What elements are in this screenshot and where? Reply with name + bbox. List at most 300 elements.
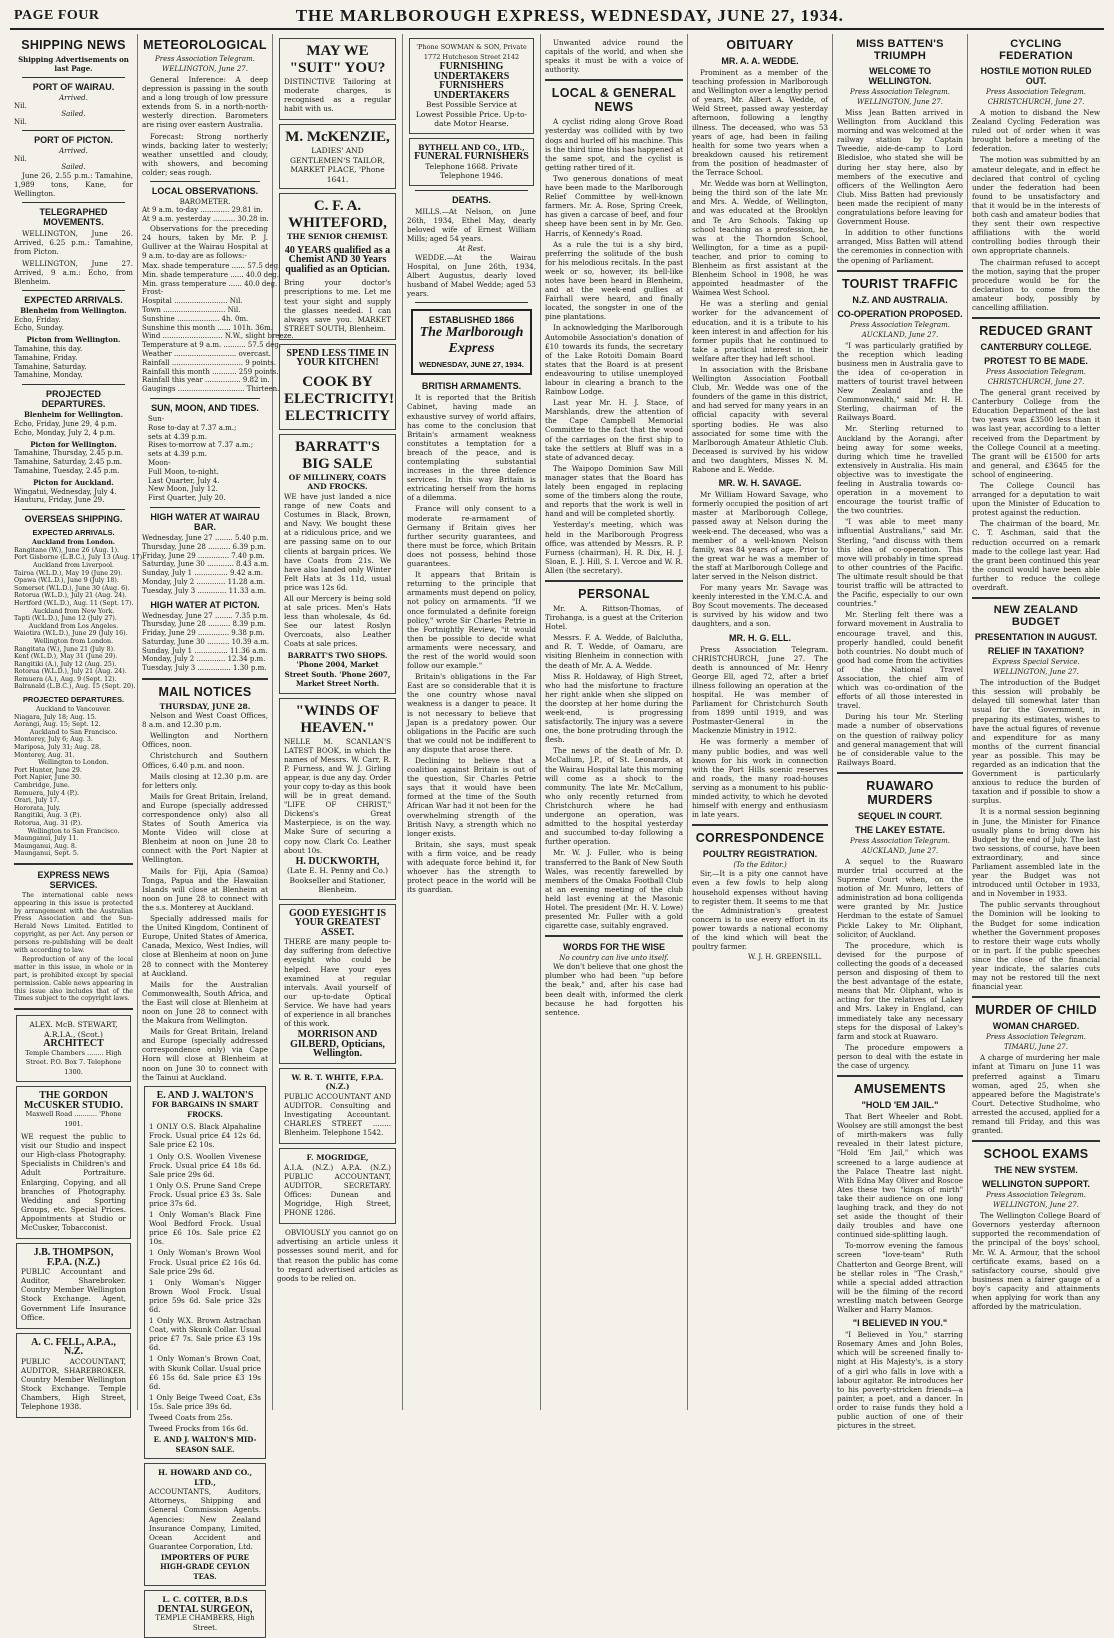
- ad-text: ACCOUNTANTS, Auditors, Attorneys, Shipping and General Commission Agents. Agencies: New Zealand Insurance Company, Limited, Ocean Accident and Guarantee Corporation, Ltd.: [149, 1487, 261, 1551]
- letter-signature: W. J. H. GREENSILL.: [748, 953, 822, 962]
- list-item: Orari, July 17.: [14, 797, 60, 805]
- local-general-heading: LOCAL & GENERAL NEWS: [551, 86, 677, 115]
- projected-heading: PROJECTED DEPARTURES.: [41, 389, 106, 410]
- wairau-heading: PORT OF WAIRAU.: [32, 82, 115, 92]
- list-item: Tapti (W.L.D.), June 12 (July 27).: [14, 615, 117, 623]
- paragraph: Mails for Fiji, Apia (Samoa) Tonga, Papua and the Hawaiian Islands will close at Blenheim at noon on June 28 to connect with the s.s. Monterey at Auckland.: [142, 866, 268, 912]
- list-item: Auckland to Vancouver.: [36, 706, 111, 714]
- list-item: Monday, July 2 ............. 11.28 a.m.: [142, 577, 266, 586]
- paragraph: Forecast: Strong northerly winds, backing later to westerly; weather unsettled and cloudy, with showers, and becoming colder; seas rough.: [142, 131, 268, 177]
- source-line: Press Association Telegram.: [986, 368, 1086, 377]
- tourist-subtitle: N.Z. AND AUSTRALIA.: [852, 294, 948, 305]
- list-item: Sunday, July 1 ............... 9.42 a.m.: [142, 569, 264, 578]
- paragraph: Miss R. Holdaway, of High Street, who had the misfortune to fracture her right ankle when she slipped on the doorstep at her home during the week-end, is progressing satisfactorily. The injury was a severe one, the bone protruding through the flesh.: [545, 671, 683, 745]
- paragraph: The public servants throughout the Dominion will be looking to the Budget for some indication whether the Government proposes to restore their wage cuts wholly or in part. If the public speeches since the close of the financial year indicate, the salaries cuts may not be restored till the next financial year.: [972, 900, 1100, 992]
- paragraph: The motion was submitted by an amateur delegate, and in effect he declared that control of cycling under the federation had been found to be unsatisfactory and that it would be in the interests of both cash and amateur bodies that they sent their own respective affiliations with the world controlling bodies through their own appropriate channels.: [972, 155, 1100, 256]
- list-item: Hospital ........................ Nil.: [142, 297, 243, 306]
- paragraph: Nelson and West Coast Offices, 8 a.m. and 12.30 p.m.: [142, 711, 268, 730]
- ad-text: Bring your doctor's prescriptions to me. Let me test your sight and supply the glasses needed. I can always save you. MARKET STREET SOUTH, Blenheim.: [284, 278, 391, 333]
- howard-ad: [144, 1463, 266, 1586]
- ad-subtitle: OF MILLINERY, COATS AND FROCKS.: [288, 472, 387, 492]
- ad-text: PUBLIC ACCOUNTANT AND AUDITOR. Consulting and Investigating Accountant. CHARLES STREET ........ Blenheim. Telephone 1542.: [284, 1091, 391, 1138]
- list-item: Auckland from Liverpool.: [32, 561, 115, 569]
- paragraph: "I was particularly gratified by the reception which leading business men in Australia gave to the idea of co-operation in matters of tourist travel between New Zealand and the Commonwealth," said Mr. H. H. Sterling, chairman of the Railways Board.: [837, 340, 963, 423]
- ad-address: Maxwell Road ........... 'Phone 1901.: [25, 1110, 122, 1128]
- deaths-heading: DEATHS.: [452, 194, 491, 205]
- local-observations-heading: LOCAL OBSERVATIONS.: [151, 186, 259, 197]
- list-item: Rotorua (W.L.D.), July 21 (Aug. 24).: [14, 668, 127, 676]
- budget-subtitle: PRESENTATION IN AUGUST.: [974, 632, 1098, 643]
- ad-address: (Late E. H. Penny and Co.) Bookseller and Stationer, Blenheim.: [286, 866, 389, 895]
- wairau-sailed-value: Nil.: [14, 118, 27, 126]
- source-line: Press Association Telegram.: [850, 836, 950, 845]
- death-notice: MILLS.—At Nelson, on June 26th, 1934, Ethel May, dearly beloved wife of Ernest William Mills; aged 54 years.: [407, 206, 536, 243]
- armaments-heading: BRITISH ARMAMENTS.: [421, 381, 522, 392]
- list-item: Rainfall this year ................ 9.82 in.: [142, 376, 270, 385]
- list-item: Echo, Friday.: [14, 315, 61, 324]
- ad-name: BARRATT'S BIG SALE: [295, 438, 380, 472]
- ad-text: Telephone 1668. Private Telephone 1946.: [425, 161, 518, 180]
- picton-arrived-value: Nil.: [14, 155, 27, 163]
- paragraph: Mails for Great Britain, Ireland, and Europe (specially addressed correspondence only) also all States of South America via Monte Video will close at Blenheim at noon on June 28 to connect with the Port Napier at Wellington.: [142, 791, 268, 865]
- paragraph: It is reported that the British Cabinet, having made an exhaustive survey of world affairs, has come to the conclusion that Britain's armament weakness constitutes a temptation for a breach of the peace, and is contemplating substantial increases in the three defence services. In this way Britain is extricating herself from the horns of a dilemma.: [407, 393, 536, 503]
- mail-date: THURSDAY, JUNE 28.: [159, 702, 251, 712]
- rest-line: At Rest.: [457, 244, 486, 253]
- list-item: Rainfall ................................ 9 points.: [142, 358, 276, 367]
- correspondence-subtitle: POULTRY REGISTRATION.: [702, 849, 818, 860]
- ad-subtitle: FOR BARGAINS IN SMART FROCKS.: [151, 1100, 259, 1119]
- list-item: Tamahine, Monday.: [14, 371, 83, 380]
- ruawaro-subtitle: SEQUEL IN COURT.: [857, 810, 943, 821]
- grant-subtitle: PROTEST TO BE MADE.: [984, 356, 1088, 367]
- list-item: Kent (W.L.D.), May 31 (June 29).: [14, 653, 118, 661]
- personal-heading: PERSONAL: [578, 586, 650, 601]
- ad-name: W. R. T. WHITE, F.P.A. (N.Z.): [291, 1072, 384, 1092]
- editorial-masthead: [411, 309, 532, 375]
- paragraph: He was formerly a member of many public bodies, and was well known for his work in connection with the Port Hills scenic reserves and roads, the many road-houses serving as a monument to his public-minded activity, to which he devoted himself with energy and enthusiasm in late years.: [692, 737, 828, 820]
- list-item: Cambridge, June.: [14, 782, 70, 789]
- cycling-heading: CYCLING FEDERATION: [999, 38, 1073, 62]
- list-item: Hertford (W.L.D.), Aug. 11 (Sept. 17).: [14, 599, 134, 607]
- dateline: WELLINGTON, June 27.: [993, 1201, 1079, 1210]
- picton-sailed-value: June 26, 2.55 p.m.: Tamahine, 1,989 tons, Kane, for Wellington.: [14, 171, 133, 199]
- dateline: WELLINGTON, June 27.: [162, 65, 248, 73]
- list-item: Auckland from New York.: [32, 607, 115, 615]
- ad-header: 'Phone SOWMAN & SON, Private 1772 Hutcheson Street 2142: [416, 43, 527, 61]
- paragraph: Mr. Sterling felt there was a forward movement in Australia to encourage travel, and this, properly handled, could benefit both countries. No doubt much of good had come from the activities of the National Travel Association, the chief aim of which was co-ordination of the efforts of all those interested in travel.: [837, 610, 963, 711]
- paragraph: Mr. A. Rittson-Thomas, of Tirohanga, is a guest at the Criterion Hotel.: [545, 603, 683, 632]
- barratt-ad: [279, 434, 396, 694]
- list-item: Full Moon, to-night.: [148, 467, 219, 476]
- paragraph: Britain, she says, must speak with a firm voice, and be ready with adequate force behind it, for whoever has the strength to protect peace in the world will be its guardian.: [407, 839, 536, 895]
- list-item: Thursday, June 28 .......... 8.39 p.m.: [142, 620, 266, 629]
- projected-group-title: Blenheim for Wellington.: [23, 410, 124, 420]
- ad-name: MORRISON AND GILBERD, Opticians, Wellington.: [290, 1029, 385, 1060]
- list-item: Port Gisborne (L.B.C.), July 13 (Aug. 17).: [14, 554, 145, 562]
- overseas-departures-heading: PROJECTED DEPARTURES.: [22, 695, 125, 705]
- telegraphed-heading: TELEGRAPHED MOVEMENTS.: [39, 207, 108, 228]
- dateline: CHRISTCHURCH, June 27.: [987, 98, 1085, 106]
- ad-name: H. HOWARD AND CO., LTD.,: [157, 1468, 253, 1487]
- picton-tides-heading: HIGH WATER AT PICTON.: [150, 599, 260, 610]
- list-item: 1 Only Woman's Nigger Brown Wool Frock. Usual price 59s 6d. Sale price 32s 6d.: [149, 1277, 261, 1315]
- paragraph: Miss Jean Batten arrived in Wellington from Auckland this morning and was welcomed at the railway station by Captain Tweedie, aide-de-camp to Lord Bledisloe, who stated she will be during her stay here, also by members of the executive and officers of the Wellington Aero Club. Miss Batten had previously been made the recipient of many congratulations before leaving for Government House.: [837, 108, 963, 227]
- batten-subtitle: WELCOME TO WELLINGTON.: [868, 66, 932, 86]
- list-item: Tweed Coats from 25s.: [149, 1413, 233, 1423]
- overseas-group-title: Auckland from London.: [32, 539, 115, 547]
- ad-text: All our Mercery is being sold at sale prices. Men's Hats less than wholesale, 4s 6d. See our latest Roslyn Overcoats, also Leather Coats at sale prices.: [284, 593, 391, 649]
- ad-text: LADIES' AND GENTLEMEN'S TAILOR, MARKET PLACE, 'Phone 1641.: [290, 146, 385, 184]
- list-item: Maunganui, Sept. 5.: [14, 850, 79, 858]
- list-item: Rotorua (W.L.D.), July 21 (Aug. 24).: [14, 592, 127, 600]
- ad-name: BYTHELL AND CO., LTD.,: [418, 142, 525, 152]
- paragraph: Wellington and Northern Offices, noon.: [142, 731, 268, 750]
- paragraph: A motion to disband the New Zealand Cycling Federation was ruled out of order when it was brought before a meeting of the federation.: [972, 108, 1100, 154]
- paragraph: Observations for the preceding 24 hours, taken by Mr. P. J. Gulliver at the Wairau Hospital at 9 a.m. to-day are as follows:-: [142, 223, 268, 260]
- tourist-heading: TOURIST TRAFFIC: [841, 276, 959, 291]
- tourist-subtitle: CO-OPERATION PROPOSED.: [837, 308, 963, 319]
- paragraph: France will only consent to a moderate re-armament of Germany if Britain gives her further security guarantees, and there must be force, which Britain does not possess, behind those guarantees.: [407, 504, 536, 569]
- eyesight-ad: [279, 904, 396, 1064]
- obituary-name: MR. A. A. WEDDE.: [721, 56, 799, 66]
- list-item: Monday, July 2 ............. 12.34 p.m.: [142, 655, 266, 664]
- murder-heading: MURDER OF CHILD: [975, 1003, 1097, 1018]
- list-item: 1 Only Woman's Brown Coat, with Skunk Collar. Usual price £6 15s 6d. Sale price £3 19s 6d.: [149, 1354, 261, 1391]
- paragraph: Mr William Howard Savage, who formerly occupied the position of art master at Marlborough College, passed away at Nelson during the week-end. The deceased, who was a member of a well-known Nelson family, was 84 years of age. Prior to the great war he was a member of the staff at Marlborough College and later served in the Nelson district.: [692, 490, 828, 581]
- correspondence-heading: CORRESPONDENCE: [695, 831, 825, 846]
- column-obituary: [688, 34, 833, 1410]
- paragraph: To-morrow evening the famous screen "love-team" Ruth Chatterton and George Brent, will be stellar roles in "The Crash," while a special added attraction will be the filming of the record wrestling match between George Walker and Harry Mamos.: [837, 1241, 963, 1315]
- expected-group-title: Picton from Wellington.: [26, 335, 121, 345]
- ad-text: Best Possible Service at Lowest Possible Price. Up-to-date Motor Hearse.: [415, 100, 528, 128]
- paragraph: Sir,—It is a pity one cannot have even a few fowls to help along household expenses without having to register them. It seems to me that the Administration's greatest concern is to use every effort in its power towards a national economy of the kind which will beat the poultry farmer.: [692, 869, 828, 952]
- paragraph: The news of the death of Mr. D. McCallum, J.P., of St. Leonards, at the Wairau Hospital late this morning will come as a shock to the community. The late Mr. McCallum, who only recently returned from Christchurch where he had undergone an operation, was admitted to the hospital yesterday and succumbed to-day following a further operation.: [545, 746, 683, 847]
- list-item: sets at 4.39 p.m.: [148, 450, 207, 459]
- list-item: Sun-: [148, 414, 165, 423]
- paragraph: He was a sterling and genial worker for the advancement of education, and it is a tribute to his keen interest in and affection for his former pupils that he continued to take a practical interest in their welfare after they had left school.: [692, 299, 828, 363]
- list-item: 1 Only Beige Tweed Coat, £3s 15s. Sale price 39s 6d.: [149, 1392, 261, 1411]
- paragraph: Mr. Wedde was born at Wellington, being the third son of the late Mr. and Mrs. A. Wedde, of Wellington, and was educated at the Brooklyn and Te Aro Schools. Taking up school teaching as a profession, he was at the Thorndon School, Wellington, for a time as a pupil-teacher, and prior to coming to Blenheim as first assistant at the Blenheim School in 1908, he was appointed headmaster of the Waimea West School.: [692, 179, 828, 298]
- paragraph: In addition to other functions arranged, Miss Batten will attend the ceremonies in connection with the opening of Parliament.: [837, 228, 963, 265]
- masthead: [10, 4, 1104, 30]
- bythell-ad: [409, 138, 534, 186]
- budget-subtitle: RELIEF IN TAXATION?: [987, 646, 1085, 657]
- paragraph: Press Association Telegram. CHRISTCHURCH, June 27. The death is announced of Mr. Henry George Ell, aged 72, after a brief illness following an operation at the hospital. He was member of Parliament for Christchurch South from 1899 until 1919, and was Postmaster-General in the Mackenzie Ministry in 1912.: [692, 644, 828, 736]
- words-wise-subtitle: No country can live unto itself.: [559, 954, 669, 963]
- paragraph: The introduction of the Budget this session will probably be delayed till somewhat later than usual for the Government, in preparing its estimates, wishes to have the actual figures of revenue and expenditure for as many months of the current financial year as possible. This may be regarded as an indication that the Government is particularly anxious to reduce the burden of taxation and if possible to show a surplus.: [972, 678, 1100, 806]
- ad-headline: GOOD EYESIGHT IS YOUR GREATEST ASSET.: [288, 907, 387, 938]
- ad-name: THE GORDON McCUSKER STUDIO.: [24, 1090, 123, 1111]
- to-editor-line: (To the Editor.): [733, 861, 787, 870]
- paragraph: That Bert Wheeler and Robt. Woolsey are still amongst the best of mirth-makers was fully revealed in their latest picture, "Hold 'Em Jail," which was screened to a large audience at the Palace Theatre last night. With Edna May Oliver and Roscoe Ates these two "kings of mirth" take their audience on one long laughing track, and they do not set aside the thought of their daily troubles and have one continued side-splitting laugh.: [837, 1112, 963, 1240]
- paragraph: Specially addressed mails for the United Kingdom, Continent of Europe, United States of America, Canada, Mexico, West Indies, will close at Blenheim at noon on June 28 to connect with the Monterey at Auckland.: [142, 914, 268, 978]
- suit-ad: [279, 38, 396, 120]
- ad-subtitle: THE SENIOR CHEMIST.: [286, 232, 389, 242]
- list-item: Saturday, June 30 .......... 10.39 a.m.: [142, 637, 270, 646]
- ruawaro-heading: RUAWARO MURDERS: [866, 778, 934, 807]
- ad-footer: E. AND J. WALTON'S MID-SEASON SALE.: [153, 1435, 257, 1454]
- whiteford-ad: [279, 193, 396, 340]
- barometer-heading: BAROMETER.: [179, 198, 231, 207]
- obituary-heading: OBITUARY: [726, 38, 794, 52]
- paragraph: A charge of murdering her male infant at Timaru on June 11 was preferred against a Timaru woman, aged 25, when she appeared before the Magistrate's Court. Detective Studholme, who arrested the accused, applied for a remand till Friday, and this was granted.: [972, 1053, 1100, 1136]
- paragraph: A sequel to the Ruawaro murder trial occurred at the Supreme Court when, on the motion of Mr. Munro, letters of administration ad bona colligenda were granted by Mr. Justice Herdman to the estate of Samuel Pickle Lakey to Mr. Oliphant, solicitor, of Auckland.: [837, 856, 963, 939]
- column-editorial: [403, 34, 541, 1410]
- list-item: Maunganui, Aug. 8.: [14, 842, 77, 850]
- paragraph: The procedure empowers a person to deal with the estate in the case of urgency.: [837, 1042, 963, 1070]
- winds-ad: [279, 698, 396, 900]
- list-item: Friday, June 29 .............. 9.38 p.m.: [142, 629, 265, 638]
- death-notice: WEDDE.—At the Wairau Hospital, on June 26th, 1934, Albert Augustus, dearly loved husband of Mabel Wedde; aged 53 years.: [407, 252, 536, 299]
- list-item: Wingatui, Wednesday, July 4.: [14, 487, 117, 496]
- source-line: Press Association Telegram.: [986, 1191, 1086, 1200]
- ad-headline: SPEND LESS TIME IN YOUR KITCHEN!: [286, 347, 389, 369]
- projected-group-title: Picton for Wellington.: [30, 439, 117, 449]
- page-number: PAGE FOUR: [14, 8, 100, 23]
- list-item: sets at 4.39 p.m.: [148, 432, 207, 441]
- list-item: 1 Only W.X. Brown Astrachan Coat, with Skunk Collar. Usual price £7 7s. Sale price £3 19s 6d.: [149, 1316, 261, 1353]
- dateline: AUCKLAND, June 27.: [861, 330, 939, 339]
- list-item: Mariposa, July 31; Aug. 28.: [14, 744, 101, 752]
- cotter-ad: [144, 1590, 266, 1638]
- list-item: 1 Only O.S. Prune Sand Crepe Frock. Usual price £3 3s. Sale price 37s 6d.: [149, 1180, 261, 1208]
- budget-heading: NEW ZEALAND BUDGET: [993, 604, 1079, 629]
- mail-notices-heading: MAIL NOTICES: [158, 685, 252, 700]
- list-item: Tuesday, July 3 ............... 1.30 p.m.: [142, 664, 267, 673]
- source-line: Press Association Telegram.: [986, 1033, 1086, 1042]
- source-line: Press Association Telegram.: [850, 88, 950, 96]
- list-item: First Quarter, July 20.: [148, 494, 226, 503]
- list-item: 1 Only Woman's Brown Wool Frock. Usual price £2 16s 6d. Sale price 29s 6d.: [149, 1248, 261, 1276]
- expected-heading: EXPECTED ARRIVALS.: [24, 294, 123, 305]
- paragraph: In association with the Brisbane Wellington Association Football Club, Mr. Wedde was one of the founders of the game in this district, and had served for many years in an official capacity with several sporting bodies. He was also associated for some time with the Marlborough Amateur Athletic Club. Deceased is survived by his widow and two daughters, Misses N. M. Rabone and E. Wedde.: [692, 365, 828, 475]
- paragraph: The procedure, which is devised for the purpose of collecting the goods of a deceased person and disposing of them to the best advantage of the estate, means that Mr. Oliphant, who is acting for the relatives of Lakey and Mrs. Lakey in England, can immediately take any necessary steps for the disposal of Lakey's farm and stock at Ruawaro.: [837, 940, 963, 1041]
- list-item: 1 Only O.S. Woollen Vivenese Frock. Usual price £4 18s 6d. Sale price 29s 6d.: [149, 1151, 261, 1179]
- sowman-ad: [409, 38, 534, 134]
- list-item: Tamahine, Tuesday, 2.45 p.m.: [14, 467, 120, 475]
- list-item: Thursday, June 28 .......... 6.39 p.m.: [142, 542, 266, 551]
- ad-headline: FURNISHING UNDERTAKERS FURNISHERS UNDERTAKERS: [433, 61, 510, 101]
- source-line: Press Association Telegram.: [850, 320, 950, 329]
- list-item: Tamahine, Saturday, 2.45 p.m.: [14, 458, 123, 467]
- ad-address: TEMPLE CHAMBERS, High Street.: [155, 1614, 255, 1632]
- list-item: Remuera (A.), Aug. 9 (Sept. 12).: [14, 675, 117, 683]
- paragraph: Yesterday's meeting, which was held in the Marlborough Progress office, was attended by Messrs. R. P. Furness (chairman), H. R. Dix, H. J. Sloan, E. J. Hill, S. I. Vercoe and W. R. Allen (the secretary).: [545, 520, 683, 575]
- walton-ad: [144, 1086, 266, 1460]
- paragraph: Christchurch and Southern Offices, 6.40 p.m. and noon.: [142, 751, 268, 770]
- source-line: Express Special Service.: [992, 658, 1080, 667]
- ad-role: DENTAL SURGEON,: [157, 1603, 253, 1615]
- paragraph: As a rule the tui is a shy bird, preferring the solitude of the bush for his melodious recitals. In the past week or so, however, its bell-like notes have been heard in Blenheim, and at the week-end gullies at Fairhall were heard, and finally located, the songster in one of the pine plantations.: [545, 239, 683, 322]
- list-item: Tweed Frocks from 16s 6d.: [149, 1424, 249, 1434]
- column-cycling: [968, 34, 1104, 1410]
- list-item: Rose to-day at 7.37 a.m.;: [148, 423, 237, 432]
- wairau-arrived-value: Nil.: [14, 102, 27, 110]
- list-item: Maunganui, July 11.: [14, 835, 79, 843]
- school-exams-subtitle: THE NEW SYSTEM.: [994, 1165, 1078, 1176]
- ad-name: A. C. FELL, A.P.A., N.Z.: [31, 1336, 116, 1358]
- paragraph: Mr. W. J. Fuller, who is being transferred to the Bank of New South Wales, was recently farewelled by members of the Omaka Football Club at an evening meeting of the club held last evening at the Masonic Hotel. The president (Mr. H. V. Lowe) presented Mr. Fuller with a gold cigarette case, suitably engraved.: [545, 848, 683, 931]
- ad-headline: MAY WE "SUIT" YOU?: [289, 43, 386, 76]
- list-item: Hauturu, Friday, June 29.: [14, 496, 105, 505]
- list-item: 1 Only Woman's Black Fine Wool Bedford Frock. Usual price £6 10s. Sale price £2 10s.: [149, 1210, 261, 1247]
- list-item: Aorangi, Aug. 15; Sept. 12.: [14, 721, 101, 729]
- list-item: Gaugings .............................. Thirteen.: [142, 385, 280, 394]
- list-item: Sunshine ................... 4h. 0m.: [142, 314, 249, 323]
- paragraph: The general grant received by Canterbury College from the Education Department of the last two years was £3500 less than it was last year, according to a letter received from the Department by the College Council at a meeting. The grant will be £1500 for arts and general, and £3645 for the school of engineering.: [972, 388, 1100, 479]
- sun-moon-heading: SUN, MOON, AND TIDES.: [151, 402, 259, 413]
- picton-heading: PORT OF PICTON.: [34, 135, 113, 145]
- ad-text: PUBLIC ACCOUNTANT, AUDITOR, SHAREBROKER. Country Member Wellington Stock Exchange. Temple Chambers, High Street, Telephone 1938.: [21, 1356, 126, 1412]
- column-batten: [833, 34, 968, 1431]
- paragraph: The chairman of the board, Mr. C. T. Aschman, said that the reduction occurred on a remark made to the college last year. Had the grant been continued this year the council would have been able further to reduce the college overdraft.: [972, 519, 1100, 593]
- dateline: WELLINGTON, June 27.: [993, 668, 1079, 677]
- mccusker-ad: [16, 1086, 131, 1239]
- list-item: Auckland to San Francisco.: [29, 728, 118, 736]
- list-item: Rangitiki, Aug. 3 (P.).: [14, 812, 82, 820]
- paragraph: We don't believe that one ghost the plumber who had been "up before the beak," and, after his case had been dealt with, informed the clerk because he had forgotten his sentence.: [545, 962, 683, 1017]
- list-item: Hororata, July.: [14, 804, 61, 812]
- ad-name: M. McKENZIE,: [285, 129, 390, 146]
- list-item: Wellington from London.: [33, 637, 114, 645]
- column-shipping: [10, 34, 145, 1412]
- paragraph: Mr. Sterling returned to Auckland by the Aorangi, after being away for some weeks, during which time he travelled extensively in Australia. His main objective was to investigate the feeling in Australia towards co-operation in a movement to encourage the tourist traffic of the two countries.: [837, 424, 963, 516]
- batten-heading: MISS BATTEN'S TRIUMPH: [856, 38, 944, 62]
- obituary-name: MR. W. H. SAVAGE.: [718, 478, 802, 489]
- ad-text: WE request the public to visit our Studio and inspect our High-class Photography. Specialists in Children's and Adult Portraiture. Enlarging, Copying, and all branches of Photography. Wedding and Sporting Groups, etc. Special Prices. Appointments at Studio or McCusker, Tobacconist.: [21, 1132, 126, 1233]
- ad-text: PUBLIC Accountant and Auditor, Sharebroker. Country Member Wellington Stock Exchange. Agent, Government Life Insurance Office.: [21, 1267, 126, 1322]
- paragraph: The international cable news appearing in this issue is protected by arrangement with the Australian Press Association and the Sun-Herald News Limited. Entitled to copyright, as per Act. Any person or persons re-publishing will be dealt with according to law.: [14, 891, 133, 954]
- ad-name: H. DUCKWORTH,: [295, 855, 380, 867]
- paper-date: WEDNESDAY, JUNE 27, 1934.: [419, 360, 524, 370]
- paragraph: "I Believed in You," starring Rosemary Ames and John Boles, which will be screened finally to-night at His Majesty's, is a story of a girl who falls in love with a labour agitator. Re introduces her to his poverty-stricken friends—a painter, a poet, and a dancer. In order to raise funds they hold a public auction of one of their pictures in the street.: [837, 1330, 963, 1431]
- paragraph: The College Council has arranged for a deputation to wait upon the Minister of Education to protest against the reduction.: [972, 481, 1100, 518]
- dateline: WELLINGTON, June 27.: [857, 98, 943, 106]
- wairau-arrived-label: Arrived.: [59, 94, 88, 102]
- paragraph: "I was able to meet many influential Australians," said Mr. Sterling, "and discuss with them this idea of co-operation. This move will probably in time spread to other countries of the Pacific. The ultimate result should be that tourist traffic will be attracted to the Pacific, especially to our own countries.": [837, 517, 963, 609]
- ad-name: C. F. A. WHITEFORD,: [288, 198, 387, 232]
- list-item: Moon-: [148, 458, 171, 467]
- list-item: Friday, June 29 .............. 7.40 p.m.: [142, 551, 265, 560]
- list-item: Sunshine this month ...... 101h. 36m.: [142, 323, 273, 332]
- murder-subtitle: WOMAN CHARGED.: [992, 1021, 1080, 1032]
- picton-sailed-label: Sailed.: [61, 163, 86, 171]
- ad-name: L. C. COTTER, B.D.S: [162, 1595, 248, 1605]
- list-item: Auckland from Los Angeles.: [28, 622, 119, 630]
- stewart-ad: [16, 1015, 131, 1082]
- paragraph: The Waipopo Dominion Saw Mill manager states that the Board has lately been engaged in replacing some of the timbers along the route, and reports that the work is well in hand and will be completed shortly.: [545, 463, 683, 519]
- ad-text: THERE are many people to-day suffering from defective eyesight who could be helped. Have your eyes examined at regular intervals. Avail yourself of our up-to-date Optical Service. We have had years of experience in all branches of this work.: [284, 937, 391, 1029]
- list-item: Rotorua, Aug. 31 (P.).: [14, 819, 83, 827]
- paragraph: Prominent as a member of the teaching profession in Marlborough and Wellington over a lengthy period of years, Mr. Albert A. Wedde, of Weld Street, passed away yesterday afternoon, following a lengthy illness. The deceased, who was 53 years of age, had been in failing health for some two years when a breakdown caused his retirement from the position of headmaster of the Terrace School.: [692, 68, 828, 178]
- express-services-heading: EXPRESS NEWS SERVICES.: [37, 869, 110, 890]
- newspaper-title: THE MARLBOROUGH EXPRESS, WEDNESDAY, JUNE 27, 1934.: [295, 6, 844, 25]
- ad-address: Temple Chambers ........ High Street. P.O. Box 7. Telephone 1300.: [25, 1048, 122, 1076]
- ad-role: ARCHITECT: [43, 1038, 104, 1050]
- ad-name: J.B. THOMPSON, F.P.A. (N.Z.): [33, 1247, 114, 1268]
- list-item: Waiotira (W.L.D.), June 29 (July 16).: [14, 630, 128, 638]
- list-item: Somerset (W.L.D.), June 30 (Aug. 6).: [14, 584, 130, 592]
- paragraph: Last year Mr. H. J. Stace, of Marshlands, drew the attention of the Cape Campbell Memorial Committee to the fact that the wood of the carriages on the first ship to take the settlers at Bluff was in a state of advanced decay.: [545, 398, 683, 462]
- list-item: Port Napier, June 30.: [14, 774, 82, 782]
- paragraph: Reproduction of any of the local matter in this issue, in whole or in part, is prohibited except by special permission. Cable news appearing in this issue also includes that of the Times subject to the copyright laws.: [14, 956, 133, 1003]
- shipping-note: Shipping Advertisements on last Page.: [18, 55, 129, 73]
- list-item: Echo, Sunday.: [14, 324, 64, 333]
- paragraph: Declining to believe that a coalition against Britain is out of the question, Sir Charles Petrie says that it would have been formed at the time of the South African War had it not been for the overwhelming strength of the British Navy, a strength which no longer exists.: [407, 756, 536, 838]
- paper-name: The Marlborough Express: [419, 325, 524, 357]
- paragraph: During his tour Mr. Sterling made a number of observations on the question of railway policy and general management that will be of considerable value to the Railways Board.: [837, 712, 963, 767]
- cycling-subtitle: HOSTILE MOTION RULED OUT.: [980, 66, 1092, 86]
- wairau-sailed-label: Sailed.: [61, 110, 86, 118]
- paragraph: Mails closing at 12.30 p.m. are for letters only.: [142, 771, 268, 790]
- grant-heading: REDUCED GRANT: [979, 324, 1093, 339]
- list-item: Wednesday, June 27 ........ 7.35 p.m.: [142, 611, 269, 620]
- ad-text: WE have just landed a nice range of new Coats and Costumes in Black, Brown, and Navy. We bought these at a ridiculous price, and we are passing same on to our clients at bargain prices. We have Coats from 21s. We have also landed only Winter Felt Hats at 3s 11d, usual price was 12s 6d.: [284, 491, 391, 592]
- grant-subtitle: CANTERBURY COLLEGE.: [980, 342, 1092, 353]
- column-ads: [273, 34, 403, 1410]
- ad-headline: "WINDS OF HEAVEN.": [295, 702, 380, 736]
- ruawaro-subtitle: THE LAKEY ESTATE.: [854, 824, 945, 835]
- list-item: Rainfall this month ........... 259 points.: [142, 367, 279, 376]
- paragraph: A cyclist riding along Grove Road yesterday was collided with by two dogs and hurled off his machine. This is the third time this has happened at the same spot, and the cyclist is getting rather tired of it.: [545, 117, 683, 172]
- white-ad: [279, 1068, 396, 1144]
- list-item: Sunday, July 1 ............... 11.36 a.m.: [142, 646, 268, 655]
- list-item: Tuesday, July 3 ............. 11.33 a.m.: [142, 586, 267, 595]
- list-item: Wellington to London.: [38, 759, 109, 767]
- list-item: Balranald (L.B.C.), Aug. 15 (Sept. 20).: [14, 683, 136, 691]
- overseas-heading: OVERSEAS SHIPPING.: [24, 514, 123, 525]
- list-item: Rangitiki (A.), July 12 (Aug. 25).: [14, 660, 117, 668]
- mogridge-ad: [279, 1148, 396, 1224]
- expected-group-title: Blenheim from Wellington.: [20, 305, 127, 315]
- list-item: Tamahine, Friday.: [14, 353, 78, 362]
- list-item: Min. shade temperature ...... 40.0 deg.: [142, 270, 279, 279]
- paragraph: It is a normal session beginning in June, the Minister for Finance usually plans to bring down his Budget by the end of July. The last two sessions, of course, have been extraordinary, and since Parliament assembled late in the year the Budget was not introduced until October in 1933, and in November in 1933.: [972, 807, 1100, 899]
- ad-text: A.I.A. (N.Z.) A.P.A. (N.Z.) PUBLIC ACCOUNTANT, AUDITOR, SECRETARY. Offices: Dunean and Mogridge, High Street, PHONE 1286.: [284, 1162, 391, 1218]
- paragraph: For many years Mr. Savage was keenly interested in the Y.M.C.A. and Boy Scout movements. The deceased is survived by his widow and two daughters, and a son.: [692, 583, 828, 629]
- ad-headline: 40 YEARS qualified as a Chemist AND 30 Years qualified as an Optician.: [284, 244, 391, 275]
- ad-name: ALEX. McB. STEWART, A.R.I.A., (Scot.): [29, 1020, 118, 1039]
- list-item: Saturday, June 30 ............ 8.43 a.m.: [142, 560, 270, 569]
- list-item: Rises to-morrow at 7.37 a.m.;: [148, 441, 254, 450]
- list-item: Tairoa (W.L.D.), May 19 (June 29).: [14, 569, 123, 577]
- ad-name: E. AND J. WALTON'S: [156, 1089, 254, 1101]
- school-exams-subtitle: WELLINGTON SUPPORT.: [982, 1179, 1090, 1190]
- paragraph: Mails for Great Britain, Ireland and Europe (specially addressed correspondence only) via Cape Horn will close at Blenheim at noon on June 30 to connect with the Tainui at Auckland.: [142, 1027, 268, 1082]
- list-item: Monterey, Aug. 31.: [14, 751, 75, 759]
- ad-text: DISTINCTIVE Tailoring at moderate charges, is recognised as a regular habit with us.: [284, 77, 391, 114]
- list-item: Max. shade temperature ...... 57.5 deg.: [142, 262, 281, 270]
- list-item: 1 ONLY O.S. Black Alpahaline Frock. Usual price £4 12s 6d. Sale price £2 10s.: [149, 1122, 261, 1150]
- page-columns: [10, 34, 1104, 1632]
- list-item: Opawa (W.L.D.), June 9 (July 18).: [14, 577, 119, 585]
- paragraph: Mails for the Australian Commonwealth, South Africa, and the East will close at Blenheim at noon on June 28 to connect with the Makura from Wellington.: [142, 979, 268, 1026]
- ad-text: COOK BY ELECTRICITY! ELECTRICITY: [284, 373, 395, 424]
- paragraph: Two generous donations of meat have been made to the Marlborough Relief Committee by well-known farmers. Mr. A. Rose, Spring Creek, has given a carcase of beef, and four sheep have been sent in by Mr. Geo. Harris, of Kennedy's Road.: [545, 173, 683, 238]
- amusements-subtitle: "I BELIEVED IN YOU.": [852, 1318, 948, 1329]
- list-item: Temperature at 9 a.m. .......... 57.5 deg.: [142, 341, 282, 350]
- ad-headline: FUNERAL FURNISHERS: [414, 151, 529, 162]
- column-meteorological: [138, 34, 294, 1632]
- list-item: Min. grass temperature ...... 40.0 deg.: [142, 279, 278, 288]
- paragraph: Messrs. F. A. Wedde, of Balclutha, and R. T. Wedde, of Oamaru, are visiting Blenheim in connection with the death of Mr. A. A. Wedde.: [545, 633, 683, 670]
- source-line: Press Association Telegram.: [986, 88, 1086, 96]
- list-item: Last Quarter, July 4.: [148, 476, 220, 485]
- shipping-heading: SHIPPING NEWS: [21, 38, 126, 52]
- paragraph: In acknowledging the Marlborough Automobile Association's donation of £10 towards its funds, the secretary of the Lake Rotoiti Domain Board states that the Board is at present endeavouring to utilise unemployed labour in clearing a branch to the Rainbow Lodge.: [545, 323, 683, 397]
- list-item: Remuera, July 4 (P.).: [14, 789, 80, 797]
- school-exams-heading: SCHOOL EXAMS: [983, 1147, 1089, 1162]
